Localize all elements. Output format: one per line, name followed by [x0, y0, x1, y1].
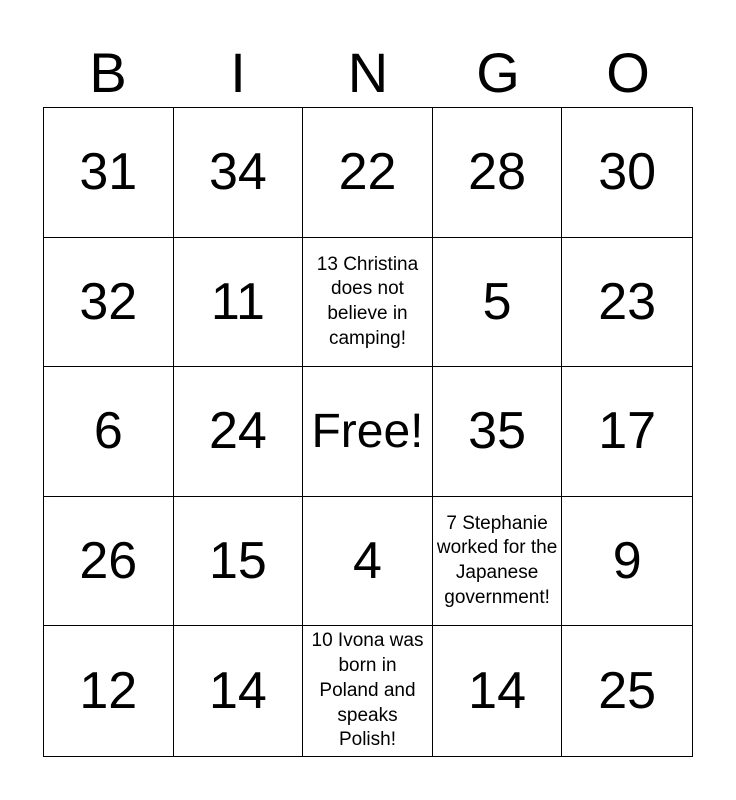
- header-letter-o: O: [606, 41, 650, 104]
- bingo-cell: 15: [174, 497, 304, 627]
- bingo-cell: 25: [598, 662, 657, 721]
- bingo-cell: 35: [433, 367, 563, 497]
- bingo-cell: 6: [44, 367, 174, 497]
- bingo-header: [43, 38, 693, 108]
- bingo-cell: 17: [562, 367, 692, 497]
- bingo-cell: 14: [433, 626, 563, 756]
- header-letter-b: B: [89, 41, 127, 104]
- bingo-board: [43, 107, 693, 757]
- bingo-cell: 30: [562, 108, 692, 238]
- bingo-cell: 24: [174, 367, 304, 497]
- bingo-cell: 9: [562, 497, 692, 627]
- header-letter-g: G: [476, 41, 520, 104]
- header-letter-n: N: [347, 41, 389, 104]
- header-letter-i: I: [230, 41, 246, 104]
- bingo-cell: 12: [44, 626, 174, 756]
- bingo-cell: 11: [174, 238, 304, 368]
- bingo-cell: 10 Ivona was born in Poland and speaks Polish!: [303, 626, 433, 756]
- bingo-cell: 14: [174, 626, 304, 756]
- bingo-cell: 22: [303, 108, 433, 238]
- bingo-cell-free: Free!: [303, 367, 433, 497]
- bingo-cell: 31: [44, 108, 174, 238]
- bingo-cell: 23: [562, 238, 692, 368]
- bingo-cell: 4: [303, 497, 433, 627]
- bingo-cell: 26: [44, 497, 174, 627]
- bingo-cell: 34: [174, 108, 304, 238]
- bingo-cell: 28: [433, 108, 563, 238]
- bingo-cell: 32: [44, 238, 174, 368]
- bingo-cell: 7 Stephanie worked for the Japanese government!: [433, 497, 563, 627]
- bingo-cell: 5: [433, 238, 563, 368]
- bingo-cell: 13 Christina does not believe in camping!: [303, 238, 433, 368]
